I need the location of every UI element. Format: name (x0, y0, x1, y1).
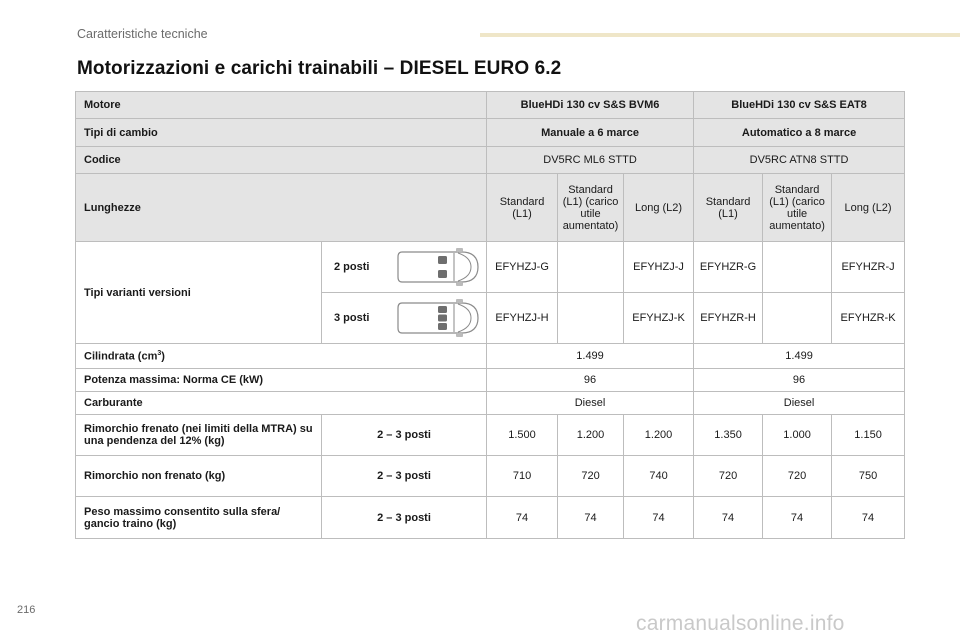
row-label-rimorchio-frenato: Rimorchio frenato (nei limiti della MTRA) su una pendenza del 12% (kg) (76, 415, 322, 456)
row-label-motore: Motore (76, 92, 487, 119)
cell-variant: EFYHZJ-J (624, 242, 694, 293)
cell-unbraked-trailer: 720 (763, 456, 832, 497)
cell-power: 96 (694, 369, 905, 392)
cell-code-atn8: DV5RC ATN8 STTD (694, 147, 905, 174)
row-label-cambio: Tipi di cambio (76, 119, 487, 147)
cell-braked-trailer: 1.150 (832, 415, 905, 456)
cilindrata-unit-sup: 3 (157, 349, 162, 357)
van-3-seats-icon (396, 296, 484, 340)
table-row-potenza (76, 369, 905, 392)
cell-gearbox-auto: Automatico a 8 marce (694, 119, 905, 147)
cell-variant: EFYHZR-K (832, 293, 905, 344)
table-row-cambio (76, 119, 905, 147)
cell-fuel: Diesel (694, 392, 905, 415)
watermark: carmanualsonline.info (636, 612, 845, 635)
van-2-seats-icon (396, 245, 484, 289)
cell-fuel: Diesel (487, 392, 694, 415)
page-number: 216 (17, 604, 36, 616)
page-title: Motorizzazioni e carichi trainabili – DIESEL EURO 6.2 (77, 58, 562, 79)
spec-table (75, 91, 905, 539)
cell-towball-load: 74 (624, 497, 694, 539)
cell-unbraked-trailer: 750 (832, 456, 905, 497)
row-label-potenza: Potenza massima: Norma CE (kW) (76, 369, 487, 392)
cell-variant: EFYHZR-G (694, 242, 763, 293)
section-header: Caratteristiche tecniche (77, 27, 208, 41)
cell-variant: EFYHZR-H (694, 293, 763, 344)
seats-label: 2 posti (334, 261, 370, 273)
table-row-carburante (76, 392, 905, 415)
table-row-motore (76, 92, 905, 119)
cell-towball-load: 74 (832, 497, 905, 539)
cell-engine-eat8: BlueHDi 130 cv S&S EAT8 (694, 92, 905, 119)
cell-length: Standard (L1) (carico utile aumentato) (763, 174, 832, 242)
row-label-lunghezze: Lunghezze (76, 174, 487, 242)
cell-braked-trailer: 1.000 (763, 415, 832, 456)
cell-unbraked-trailer: 720 (694, 456, 763, 497)
cell-variant: EFYHZR-J (832, 242, 905, 293)
cell-engine-bvm6: BlueHDi 130 cv S&S BVM6 (487, 92, 694, 119)
row-label-carburante: Carburante (76, 392, 487, 415)
row-label-peso-sfera: Peso massimo consentito sulla sfera/ gancio traino (kg) (76, 497, 322, 539)
cell-code-ml6: DV5RC ML6 STTD (487, 147, 694, 174)
cell-variant (763, 293, 832, 344)
cell-variant (558, 293, 624, 344)
cell-variant: EFYHZJ-G (487, 242, 558, 293)
cell-seats-3 (322, 293, 487, 344)
table-row-variant-2-seats (76, 242, 905, 293)
cell-towball-load: 74 (694, 497, 763, 539)
cilindrata-label-end: ) (161, 350, 165, 363)
cell-unbraked-trailer: 710 (487, 456, 558, 497)
header-bar (480, 33, 960, 37)
row-label-rimorchio-non-frenato: Rimorchio non frenato (kg) (76, 456, 322, 497)
cilindrata-label: Cilindrata (cm (84, 350, 158, 363)
row-sublabel-seats: 2 – 3 posti (322, 497, 487, 539)
cell-towball-load: 74 (763, 497, 832, 539)
cell-power: 96 (487, 369, 694, 392)
cell-displacement: 1.499 (487, 344, 694, 369)
cell-braked-trailer: 1.350 (694, 415, 763, 456)
cell-length: Long (L2) (624, 174, 694, 242)
cell-towball-load: 74 (487, 497, 558, 539)
cell-braked-trailer: 1.500 (487, 415, 558, 456)
cell-braked-trailer: 1.200 (558, 415, 624, 456)
row-label-varianti: Tipi varianti versioni (76, 242, 322, 344)
table-row-rimorchio-frenato (76, 415, 905, 456)
cell-length: Long (L2) (832, 174, 905, 242)
row-sublabel-seats: 2 – 3 posti (322, 456, 487, 497)
cell-gearbox-manual: Manuale a 6 marce (487, 119, 694, 147)
cell-length: Standard (L1) (carico utile aumentato) (558, 174, 624, 242)
cell-unbraked-trailer: 740 (624, 456, 694, 497)
row-label-codice: Codice (76, 147, 487, 174)
row-label-cilindrata (76, 344, 487, 369)
table-row-codice (76, 147, 905, 174)
cell-displacement: 1.499 (694, 344, 905, 369)
cell-variant (558, 242, 624, 293)
table-row-lunghezze (76, 174, 905, 242)
cell-length: Standard (L1) (694, 174, 763, 242)
cell-seats-2 (322, 242, 487, 293)
seats-label: 3 posti (334, 312, 370, 324)
cell-towball-load: 74 (558, 497, 624, 539)
cell-variant: EFYHZJ-K (624, 293, 694, 344)
table-row-peso-sfera (76, 497, 905, 539)
row-sublabel-seats: 2 – 3 posti (322, 415, 487, 456)
cell-length: Standard (L1) (487, 174, 558, 242)
table-row-cilindrata (76, 344, 905, 369)
table-row-rimorchio-non-frenato (76, 456, 905, 497)
cell-variant: EFYHZJ-H (487, 293, 558, 344)
cell-variant (763, 242, 832, 293)
cell-braked-trailer: 1.200 (624, 415, 694, 456)
cell-unbraked-trailer: 720 (558, 456, 624, 497)
